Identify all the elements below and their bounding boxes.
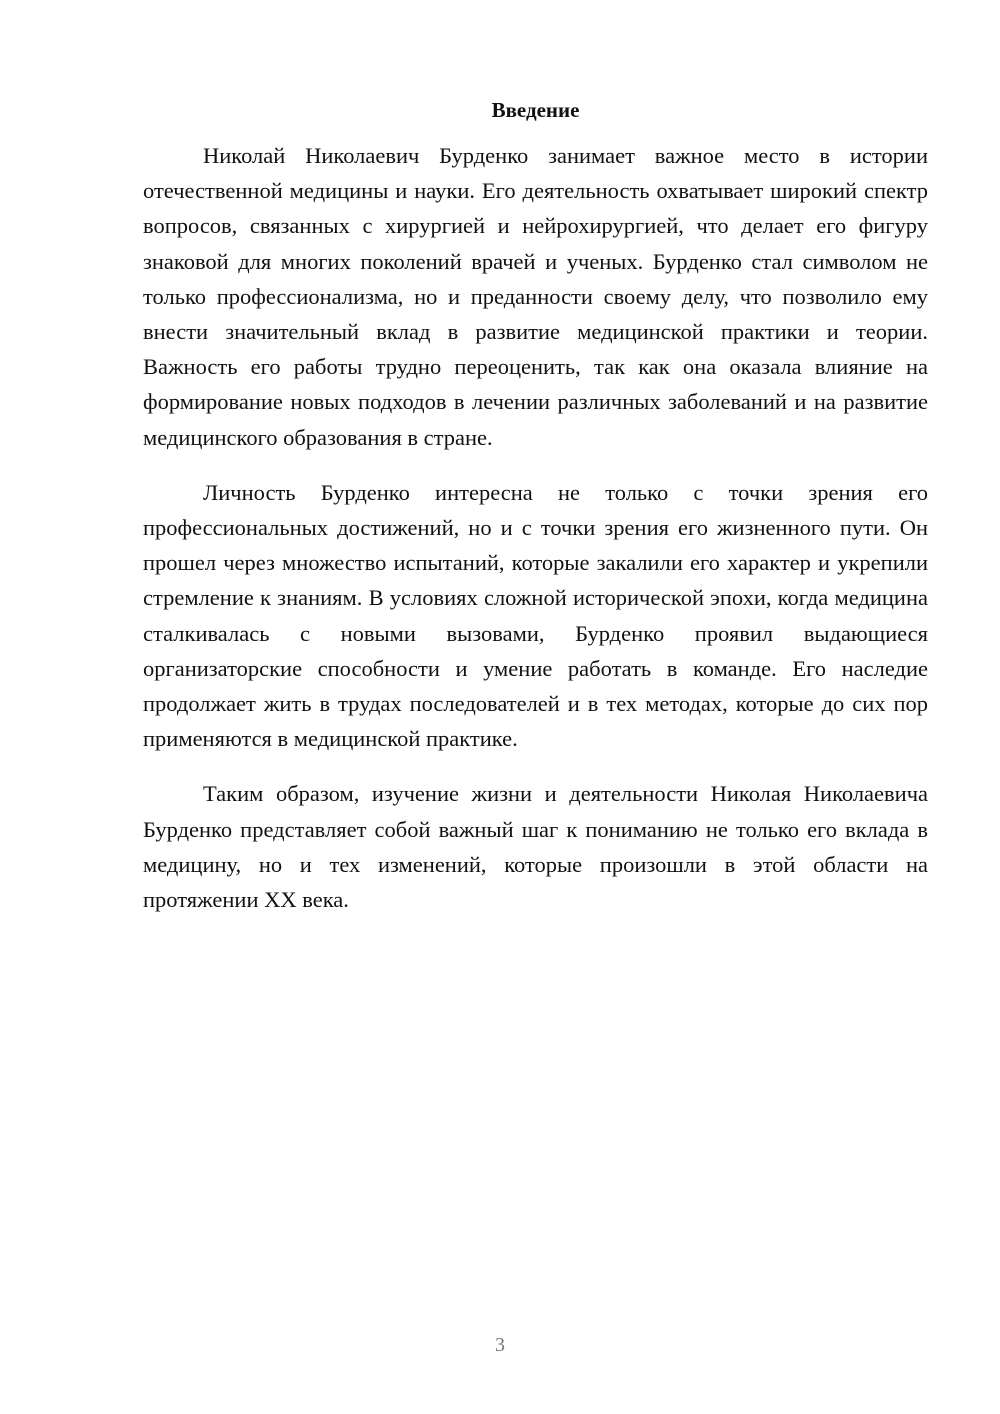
- paragraph-1: Николай Николаевич Бурденко занимает важное место в истории отечественной медицины и науки. Его деятельность охватывает широкий спектр вопросов, связанных с хирургией и нейрохирургией, что делает его фигуру знаковой для многих поколений врачей и ученых. Бурденко стал символом не только профессионализма, но и преданности своему делу, что позволило ему внести значительный вклад в развитие медицинской практики и теории. Важность его работы трудно переоценить, так как она оказала влияние на формирование новых подходов в лечении различных заболеваний и на развитие медицинского образования в стране.: [143, 143, 928, 450]
- paragraph-3: Таким образом, изучение жизни и деятельности Николая Николаевича Бурденко представляет собой важный шаг к пониманию не только его вклада в медицину, но и тех изменений, которые произошли в этой области на протяжении XX века.: [143, 781, 928, 913]
- section-heading: Введение: [491, 98, 580, 122]
- paragraph-2: Личность Бурденко интересна не только с точки зрения его профессиональных достижений, но и с точки зрения его жизненного пути. Он прошел через множество испытаний, которые закалили его характер и укрепили стремление к знаниям. В условиях сложной исторической эпохи, когда медицина сталкивалась с новыми вызовами, Бурденко проявил выдающиеся организаторские способности и умение работать в команде. Его наследие продолжает жить в трудах последователей и в тех методах, которые до сих пор применяются в медицинской практике.: [143, 479, 928, 752]
- page-content: [143, 94, 928, 937]
- page-number: 3: [495, 1334, 505, 1356]
